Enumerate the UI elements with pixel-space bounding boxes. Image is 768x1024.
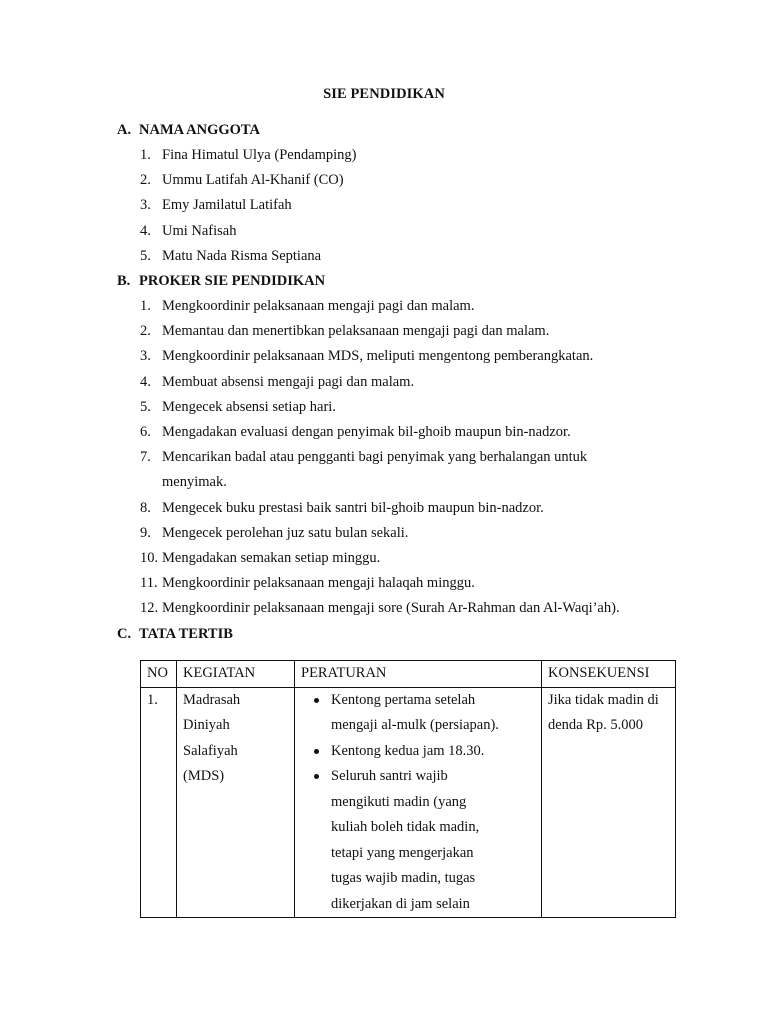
header-konsekuensi: KONSEKUENSI: [542, 661, 676, 688]
cell-peraturan: [295, 687, 542, 918]
header-kegiatan: KEGIATAN: [177, 661, 295, 688]
list-number: 1.: [140, 147, 151, 163]
section-letter: C.: [117, 626, 132, 642]
list-text: Mengkoordinir pelaksanaan mengaji sore (Surah Ar-Rahman dan Al-Waqi’ah).: [162, 600, 620, 617]
bullet-dot-icon: [314, 698, 319, 703]
list-text: Emy Jamilatul Latifah: [162, 197, 292, 214]
cell-line: Jika tidak madin di: [548, 691, 659, 708]
list-number: 1.: [140, 298, 151, 314]
list-number: 3.: [140, 348, 151, 365]
list-number: 10.: [140, 550, 159, 566]
list-number: 8.: [140, 499, 151, 516]
list-number: 5.: [140, 247, 151, 264]
list-text: Membuat absensi mengaji pagi dan malam.: [162, 373, 415, 390]
cell-line: denda Rp. 5.000: [548, 717, 644, 733]
list-text: Mengecek buku prestasi baik santri bil-ghoib maupun bin-nadzor.: [162, 499, 544, 516]
header-peraturan: PERATURAN: [295, 661, 542, 688]
page-title: SIE PENDIDIKAN: [323, 86, 445, 102]
bullet-dot-icon: [314, 749, 319, 754]
list-text: Umi Nafisah: [162, 222, 237, 239]
bullet-dot-icon: [314, 774, 319, 779]
bullet-line: Kentong pertama setelah: [331, 691, 476, 708]
header-no: NO: [141, 661, 177, 688]
list-text: Mengadakan evaluasi dengan penyimak bil-ghoib maupun bin-nadzor.: [162, 424, 571, 440]
bullet-line: Kentong kedua jam 18.30.: [331, 742, 485, 759]
list-text: Mengecek perolehan juz satu bulan sekali.: [162, 524, 409, 541]
section-c-heading: [117, 626, 233, 643]
section-b-heading: [117, 273, 325, 290]
cell-konsekuensi: [542, 687, 676, 918]
list-number: 9.: [140, 524, 151, 541]
list-text: Mengecek absensi setiap hari.: [162, 398, 336, 415]
section-letter: B.: [117, 273, 131, 289]
bullet-line: mengikuti madin (yang: [331, 793, 467, 810]
list-text: Mengadakan semakan setiap minggu.: [162, 550, 381, 566]
list-number: 2.: [140, 323, 151, 340]
list-text: Fina Himatul Ulya (Pendamping): [162, 147, 357, 163]
cell-kegiatan: [177, 687, 295, 918]
bullet-line: tugas wajib madin, tugas: [331, 870, 476, 886]
cell-line: Diniyah: [183, 717, 230, 733]
bullet-item: [299, 764, 535, 917]
bullet-line: dikerjakan di jam selain: [331, 895, 470, 912]
list-number: 4.: [140, 222, 151, 239]
list-text: Mencarikan badal atau pengganti bagi penyimak yang berhalangan untuk: [162, 449, 588, 466]
cell-line: (MDS): [183, 768, 225, 784]
bullet-line: kuliah boleh tidak madin,: [331, 819, 480, 835]
table-header-row: [141, 661, 676, 688]
list-text: Matu Nada Risma Septiana: [162, 247, 322, 264]
list-text: Mengkoordinir pelaksanaan mengaji halaqah minggu.: [162, 575, 475, 592]
section-letter: A.: [117, 122, 132, 138]
list-number: 12.: [140, 600, 159, 617]
cell-no: 1.: [141, 687, 177, 918]
list-text: Ummu Latifah Al-Khanif (CO): [162, 172, 344, 189]
cell-line: Salafiyah: [183, 742, 238, 759]
section-title: TATA TERTIB: [139, 626, 233, 642]
section-title: NAMA ANGGOTA: [139, 122, 260, 138]
bullet-line: tetapi yang mengerjakan: [331, 844, 474, 861]
list-number: 11.: [140, 575, 158, 592]
list-text: Mengkoordinir pelaksanaan MDS, meliputi mengentong pemberangkatan.: [162, 348, 594, 365]
peraturan-bullet-list: [299, 688, 535, 918]
bullet-item: [299, 688, 535, 739]
section-a-heading: [117, 122, 260, 139]
cell-line: Madrasah: [183, 691, 241, 708]
tata-tertib-table: [140, 660, 676, 918]
table-row: [141, 687, 676, 918]
list-number: 3.: [140, 197, 151, 214]
list-number: 4.: [140, 373, 151, 390]
bullet-line: mengaji al-mulk (persiapan).: [331, 717, 499, 733]
list-text: Mengkoordinir pelaksanaan mengaji pagi dan malam.: [162, 298, 475, 314]
list-number: 7.: [140, 449, 151, 466]
list-text: Memantau dan menertibkan pelaksanaan mengaji pagi dan malam.: [162, 323, 550, 340]
list-number: 2.: [140, 172, 151, 189]
section-title: PROKER SIE PENDIDIKAN: [139, 273, 326, 289]
bullet-item: [299, 739, 535, 765]
list-number: 6.: [140, 424, 151, 440]
bullet-line: Seluruh santri wajib: [331, 768, 448, 784]
list-number: 5.: [140, 398, 151, 415]
list-text-continuation: menyimak.: [162, 474, 227, 491]
